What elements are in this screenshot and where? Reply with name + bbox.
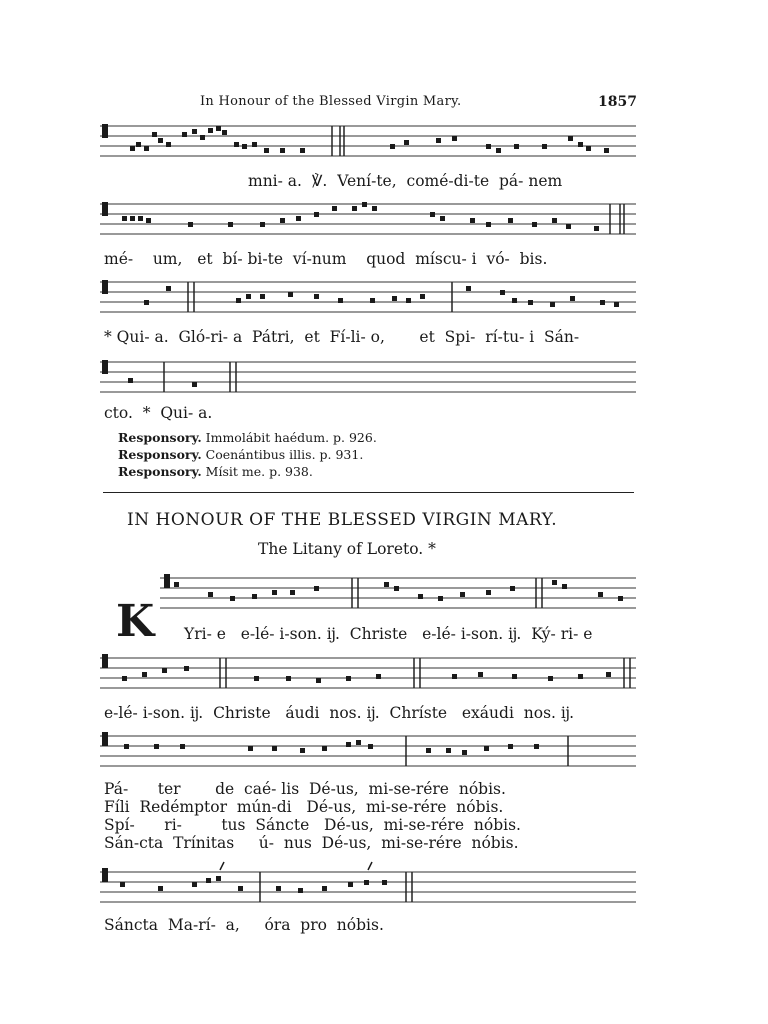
litany-final-line: Sáncta Ma-rí- a, óra pro nóbis.	[104, 916, 384, 934]
responsory-1: Responsory. Immolábit haédum. p. 926.	[118, 430, 377, 445]
chant-staff-1	[100, 118, 636, 168]
chant-staff-6	[100, 650, 636, 700]
running-header-title: In Honour of the Blessed Virgin Mary.	[200, 94, 462, 109]
chant-staff-4	[100, 354, 636, 404]
section-subtitle: The Litany of Loreto. *	[258, 540, 436, 558]
litany-verse-4: Sán-cta Trínitas ú- nus Dé-us, mi-se-rére nóbis.	[104, 834, 519, 852]
chant-staff-3	[100, 274, 636, 324]
litany-verse-1: Pá- ter de caé- lis Dé-us, mi-se-rére nóbis.	[104, 780, 506, 798]
drop-capital: K	[116, 596, 155, 647]
chant-lyric-line-4: cto. * Qui- a.	[104, 404, 213, 422]
chant-staff-8	[100, 860, 636, 910]
chant-lyric-line-3: * Qui- a. Gló-ri- a Pátri, et Fí-li- o, et Spi- rí-tu- i Sán-	[104, 328, 580, 346]
litany-lyric-line-2: e-lé- i-son. ĳ. Christe áudi nos. ĳ. Chríste exáudi nos. ĳ.	[104, 704, 575, 722]
chant-lyric-line-2: mé- um, et bí- bi-te ví-num quod míscu- i vó- bis.	[104, 250, 548, 268]
chant-lyric-line-1: mni- a. ℣. Vení-te, comé-di-te pá- nem	[248, 172, 563, 190]
chant-staff-5	[160, 570, 636, 620]
litany-lyric-line-1: Yri- e e-lé- i-son. ĳ. Christe e-lé- i-son. ĳ. Ký- ri- e	[184, 625, 593, 643]
litany-verse-2: Fíli Redémptor mún-di Dé-us, mi-se-rére nóbis.	[104, 798, 504, 816]
chant-staff-7	[100, 728, 636, 778]
responsory-3: Responsory. Mísit me. p. 938.	[118, 464, 313, 479]
litany-verse-3: Spí- ri- tus Sáncte Dé-us, mi-se-rére nóbis.	[104, 816, 521, 834]
section-divider	[103, 492, 634, 493]
page-number: 1857	[598, 94, 637, 110]
responsory-2: Responsory. Coenántibus illis. p. 931.	[118, 447, 364, 462]
chant-staff-2	[100, 196, 636, 246]
section-title: IN HONOUR OF THE BLESSED VIRGIN MARY.	[127, 510, 558, 530]
